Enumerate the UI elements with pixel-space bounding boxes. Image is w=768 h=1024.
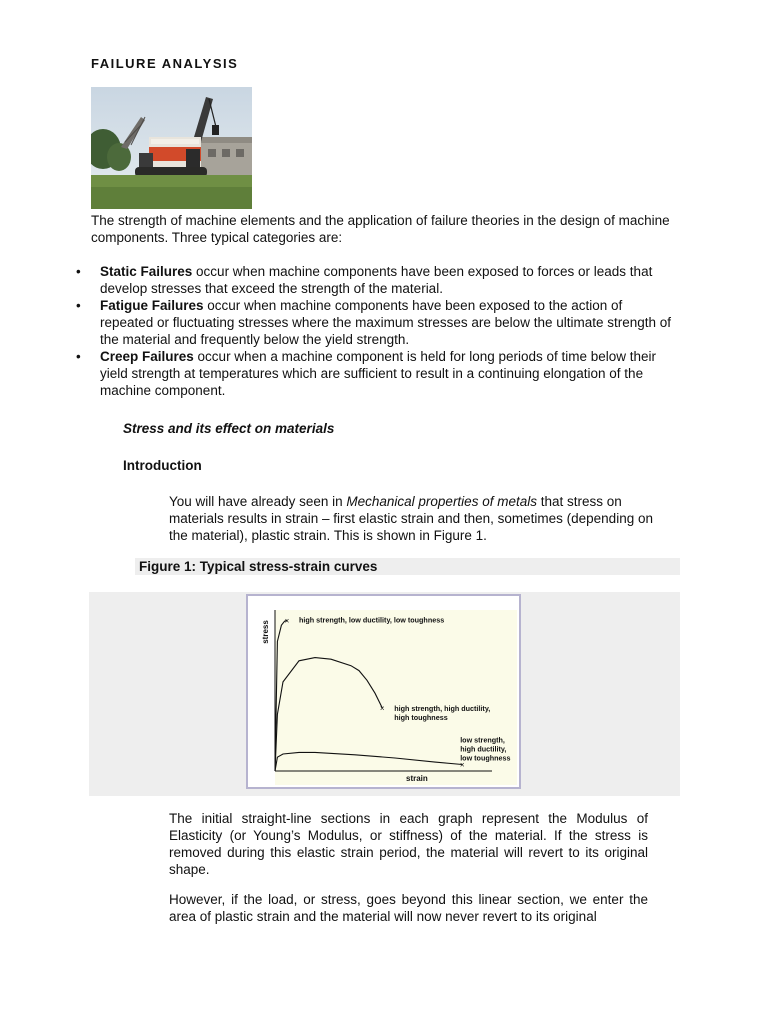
fracture-marker-3: × (459, 760, 465, 770)
stress-strain-chart (248, 596, 519, 787)
document-title: FAILURE ANALYSIS (91, 56, 239, 71)
bullet-icon: • (76, 264, 81, 279)
figure-caption: Figure 1: Typical stress-strain curves (139, 559, 378, 574)
body-paragraph-1 (169, 493, 659, 544)
definition: occur when machine components have been exposed to the action of repeated or fluctuating stresses where the maximum stresses are below the ultimate strength of the material and frequently below the yield strength. (100, 298, 672, 347)
body1-post: that stress on materials results in strain – first elastic strain and then, sometimes (depending on the material), plastic strain. This is shown in Figure 1. (169, 494, 653, 543)
term: Fatigue Failures (100, 298, 204, 313)
body1-italic-ref: Mechanical properties of metals (346, 494, 537, 509)
term: Static Failures (100, 264, 193, 279)
series-label-3: low strength, high ductility, low toughness (460, 735, 511, 763)
section-heading: Stress and its effect on materials (123, 421, 335, 436)
definition: occur when machine components have been exposed to forces or leads that develop stresses that exceed the strength of the material. (100, 264, 653, 296)
list-item (76, 263, 676, 297)
body1-pre: You will have already seen in (169, 494, 347, 509)
failure-categories-list (76, 263, 676, 399)
intro-paragraph: The strength of machine elements and the application of failure theories in the design of machine components. Three typical categories are: (91, 213, 670, 245)
series-label-2: high strength, high ductility, high toughness (394, 703, 491, 722)
subsection-heading: Introduction (123, 458, 202, 473)
term: Creep Failures (100, 349, 194, 364)
list-item (76, 297, 676, 348)
fracture-marker-1: × (284, 616, 290, 626)
definition: occur when a machine component is held for long periods of time below their yield strength at temperatures which are sufficient to result in a continuing elongation of the machine component. (100, 349, 657, 398)
bullet-icon: • (76, 298, 81, 313)
crane-photo (91, 87, 252, 209)
chart-frame (246, 594, 521, 789)
y-axis-label: stress (261, 620, 270, 644)
list-item (76, 348, 676, 399)
fracture-marker-2: × (379, 703, 385, 713)
body-paragraph-2: The initial straight-line sections in each graph represent the Modulus of Elasticity (or Young’s Modulus, or stiffness) of the material. If the stress is removed during this elastic strain period, the material will revert to its original shape. (169, 811, 648, 877)
body-paragraph-3: However, if the load, or stress, goes beyond this linear section, we enter the area of plastic strain and the material will now never revert to its original (169, 892, 648, 924)
series-label-1: high strength, low ductility, low toughness (299, 615, 445, 625)
x-axis-label: strain (406, 774, 428, 783)
bullet-icon: • (76, 349, 81, 364)
